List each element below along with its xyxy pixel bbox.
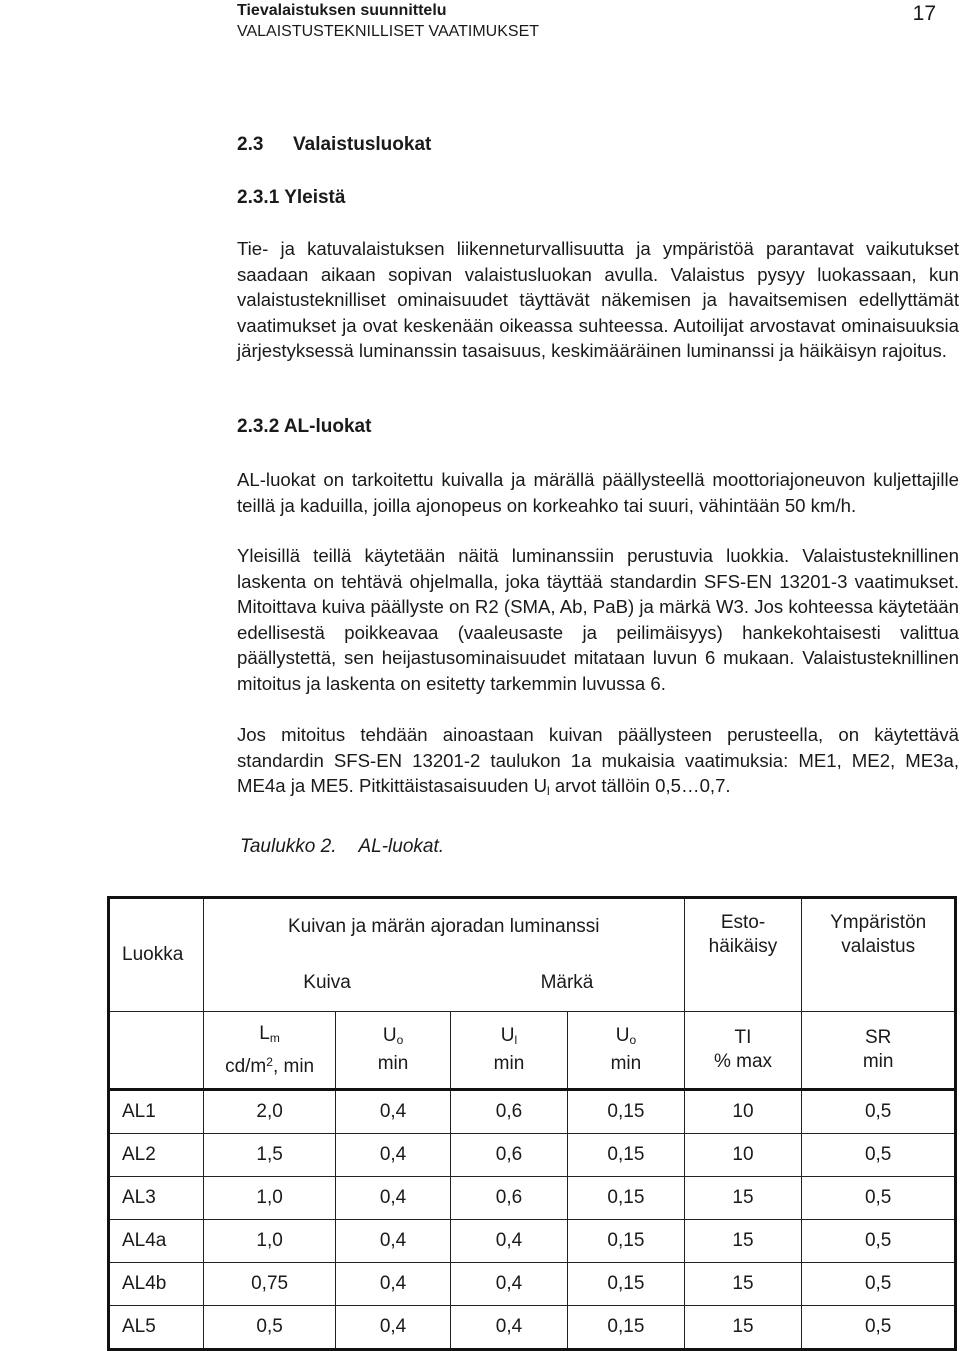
cell-class: AL2 xyxy=(109,1134,204,1177)
cell-ul: 0,4 xyxy=(450,1220,567,1263)
paragraph-text-b: arvot tällöin 0,5…0,7. xyxy=(549,775,731,796)
unit-lm: $L_m$ $cd/m^2$, min xyxy=(203,1012,335,1090)
cell-sr: 0,5 xyxy=(802,1220,956,1263)
cell-class: AL4b xyxy=(109,1263,204,1306)
table-row xyxy=(109,1134,956,1177)
paragraph-text-a: Jos mitoitus tehdään ainoastaan kuivan päällysteen perusteella, on käytettävä standardin SFS-EN 13201-2 taulukon 1a mukaisia vaatimuksia: ME1, ME2, ME3a, ME4a ja ME5. Pitkittäistasaisuuden U xyxy=(237,724,959,796)
unit-sr: SR min xyxy=(802,1012,956,1090)
cell-uo-dry: 0,4 xyxy=(336,1134,450,1177)
caption-text: AL-luokat. xyxy=(358,836,445,857)
units-class-empty xyxy=(109,1012,204,1090)
cell-uo-dry: 0,4 xyxy=(336,1306,450,1350)
cell-sr: 0,5 xyxy=(802,1263,956,1306)
table-header-row-1 xyxy=(109,898,956,956)
table-units-row xyxy=(109,1012,956,1090)
paragraph-al-dry-only xyxy=(237,722,959,805)
cell-ti: 10 xyxy=(684,1090,802,1134)
cell-uo-dry: 0,4 xyxy=(336,1263,450,1306)
cell-sr: 0,5 xyxy=(802,1134,956,1177)
cell-uo-wet: 0,15 xyxy=(568,1263,684,1306)
header-wet: Märkä xyxy=(450,956,684,1012)
header-glare-line2: häikäisy xyxy=(708,936,778,957)
table-row xyxy=(109,1090,956,1134)
cell-lm: 1,5 xyxy=(203,1134,335,1177)
cell-ti: 15 xyxy=(684,1263,802,1306)
header-surround-line1: Ympäristön xyxy=(830,912,927,933)
cell-uo-wet: 0,15 xyxy=(568,1134,684,1177)
subsection-heading-general: 2.3.1 Yleistä xyxy=(237,187,346,208)
cell-ul: 0,6 xyxy=(450,1177,567,1220)
cell-ti: 15 xyxy=(684,1220,802,1263)
cell-ul: 0,6 xyxy=(450,1134,567,1177)
table-row xyxy=(109,1177,956,1220)
cell-class: AL1 xyxy=(109,1090,204,1134)
cell-lm: 1,0 xyxy=(203,1177,335,1220)
unit-uo-dry: $U_o$ min xyxy=(336,1012,450,1090)
header-title: Tievalaistuksen suunnittelu xyxy=(237,2,447,19)
page-number: 17 xyxy=(912,2,936,25)
cell-ti: 10 xyxy=(684,1134,802,1177)
header-glare-line1: Esto- xyxy=(720,912,766,933)
cell-lm: 0,75 xyxy=(203,1263,335,1306)
cell-uo-wet: 0,15 xyxy=(568,1090,684,1134)
cell-sr: 0,5 xyxy=(802,1090,956,1134)
cell-sr: 0,5 xyxy=(802,1306,956,1350)
cell-ti: 15 xyxy=(684,1177,802,1220)
section-number: 2.3 xyxy=(237,134,264,155)
header-glare xyxy=(684,898,802,1012)
header-luminance: Kuivan ja märän ajoradan luminanssi xyxy=(203,898,684,956)
caption-label: Taulukko 2. xyxy=(240,836,337,857)
header-surround-line2: valaistus xyxy=(841,936,916,957)
paragraph-general: Tie- ja katuvalaistuksen liikenneturvallisuutta ja ympäristöä parantavat vaikutukset saadaan aikaan sopivan valaistusluokan avulla. Valaistus pysyy luokassaan, kun valaistusteknilliset ominaisuudet täyttävät näkemisen ja havaitsemisen edellyttämät vaatimukset ja ovat keskenään oikeassa suhteessa. Autoilijat arvostavat ominaisuuksia järjestyksessä luminanssin tasaisuus, keskimääräinen luminanssi ja häikäisyn rajoitus. xyxy=(237,238,959,361)
section-title: Valaistusluokat xyxy=(293,134,432,155)
cell-ul: 0,6 xyxy=(450,1090,567,1134)
header-surround xyxy=(802,898,956,1012)
header-class: Luokka xyxy=(109,898,204,1012)
table-row xyxy=(109,1306,956,1350)
subsection-heading-al-classes: 2.3.2 AL-luokat xyxy=(237,416,372,437)
cell-ul: 0,4 xyxy=(450,1263,567,1306)
al-classes-table xyxy=(107,896,957,1351)
table-row xyxy=(109,1263,956,1306)
cell-uo-dry: 0,4 xyxy=(336,1220,450,1263)
header-subtitle: VALAISTUSTEKNILLISET VAATIMUKSET xyxy=(237,23,540,40)
cell-lm: 2,0 xyxy=(203,1090,335,1134)
section-heading xyxy=(237,134,431,156)
table-caption xyxy=(240,836,444,858)
cell-ti: 15 xyxy=(684,1306,802,1350)
cell-lm: 1,0 xyxy=(203,1220,335,1263)
paragraph-al-calculation: Yleisillä teillä käytetään näitä luminanssiin perustuvia luokkia. Valaistusteknillinen laskenta on tehtävä ohjelmalla, joka täyttää standardin SFS-EN 13201-3 vaatimukset. Mitoittava kuiva päällyste on R2 (SMA, Ab, PaB) ja märkä W3. Jos kohteessa käytetään edellisestä poikkeavaa (vaaleusaste ja peilimäisyys) hankekohtaisesti valittua päällystettä, sen heijastusominaisuudet mitataan luvun 6 mukaan. Valaistusteknillinen mitoitus ja laskenta on esitetty tarkemmin luvussa 6. xyxy=(237,545,959,694)
running-header xyxy=(237,0,539,42)
cell-class: AL3 xyxy=(109,1177,204,1220)
cell-class: AL5 xyxy=(109,1306,204,1350)
cell-uo-wet: 0,15 xyxy=(568,1177,684,1220)
cell-lm: 0,5 xyxy=(203,1306,335,1350)
cell-uo-dry: 0,4 xyxy=(336,1090,450,1134)
table-row xyxy=(109,1220,956,1263)
subscript-l: l xyxy=(547,784,550,798)
cell-uo-dry: 0,4 xyxy=(336,1177,450,1220)
cell-class: AL4a xyxy=(109,1220,204,1263)
unit-uo-wet: $U_o$ min xyxy=(568,1012,684,1090)
cell-uo-wet: 0,15 xyxy=(568,1306,684,1350)
header-dry: Kuiva xyxy=(203,956,450,1012)
cell-sr: 0,5 xyxy=(802,1177,956,1220)
unit-ti: TI % max xyxy=(684,1012,802,1090)
paragraph-al-purpose: AL-luokat on tarkoitettu kuivalla ja märällä päällysteellä moottoriajoneuvon kuljettajille teillä ja kaduilla, joilla ajonopeus on korkeahko tai suuri, vähintään 50 km/h. xyxy=(237,469,959,516)
cell-uo-wet: 0,15 xyxy=(568,1220,684,1263)
cell-ul: 0,4 xyxy=(450,1306,567,1350)
unit-ul: $U_l$ min xyxy=(450,1012,567,1090)
